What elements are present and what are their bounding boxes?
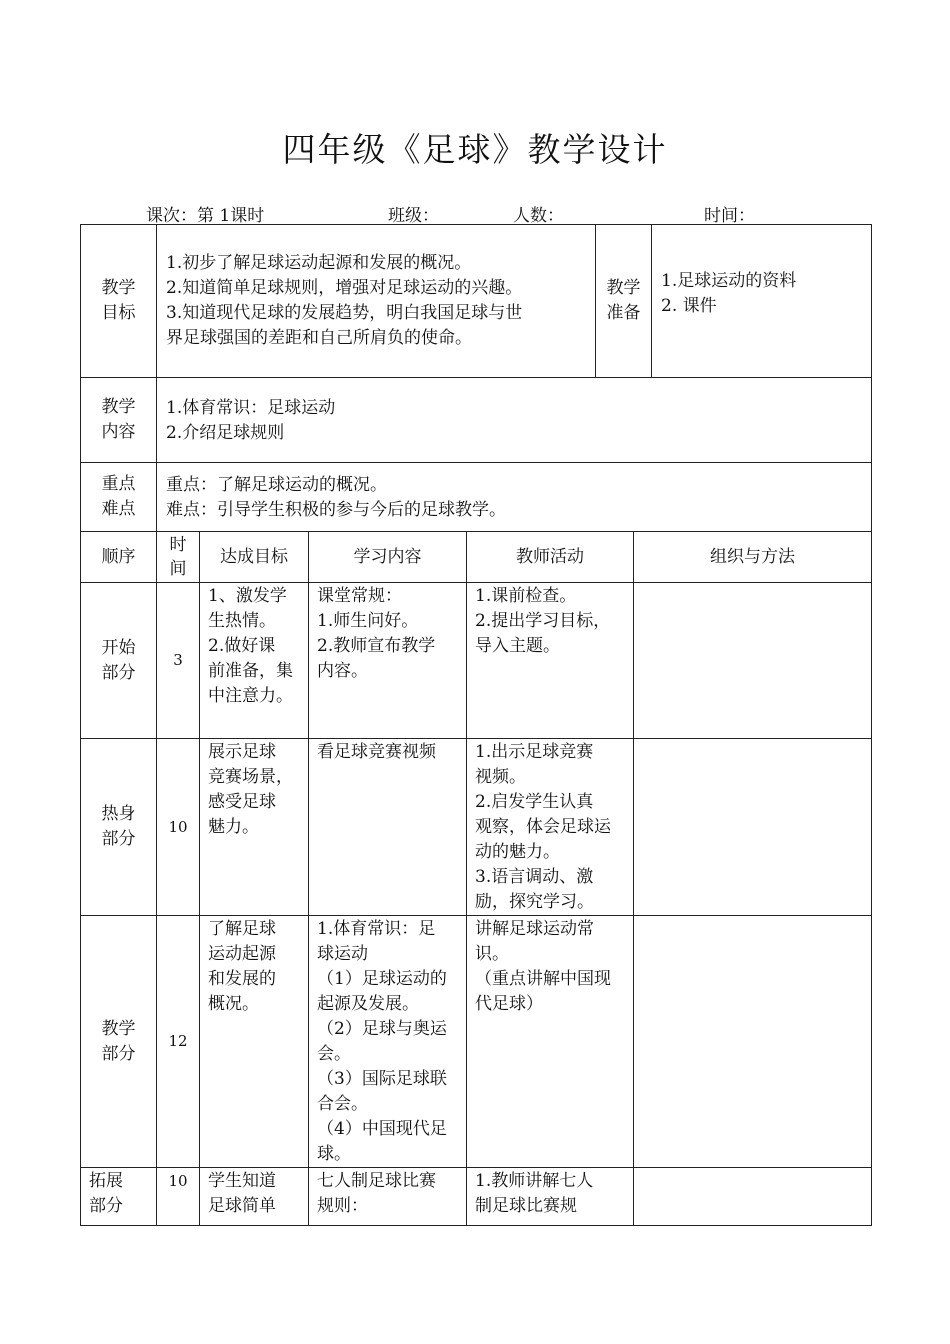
section-name: 热身 部分: [81, 739, 157, 916]
learn-cell: 课堂常规： 1.师生问好。 2.教师宣布教学 内容。: [309, 583, 467, 739]
goal-item: 1.初步了解足球运动起源和发展的概况。: [166, 253, 472, 273]
page-title: 四年级《足球》教学设计: [282, 130, 668, 169]
org-cell: [634, 739, 872, 916]
learn-cell: 1.体育常识：足 球运动 （1）足球运动的 起源及发展。 （2）足球与奥运 会。 （3）国际足球联 合会。 （4）中国现代足 球。: [309, 916, 467, 1168]
org-cell: [634, 1168, 872, 1226]
goal-item: 界足球强国的差距和自己所肩负的使命。: [166, 328, 472, 348]
goals-label: 教学 目标: [81, 225, 157, 378]
header-org: 组织与方法: [634, 532, 872, 583]
teacher-cell: 1.课前检查。 2.提出学习目标， 导入主题。: [467, 583, 634, 739]
focus-label: 重点 难点: [81, 463, 157, 532]
prep-item: 2. 课件: [661, 296, 717, 316]
teacher-cell: 1.教师讲解七人 制足球比赛规: [467, 1168, 634, 1226]
content-cell: [157, 378, 872, 463]
learn-cell: 七人制足球比赛 规则：: [309, 1168, 467, 1226]
prep-item: 1.足球运动的资料: [661, 271, 797, 291]
prep-cell: [652, 225, 872, 378]
table-row: [81, 583, 872, 739]
section-name: 开始 部分: [81, 583, 157, 739]
org-cell: [634, 583, 872, 739]
org-cell: [634, 916, 872, 1168]
section-name: 拓展 部分: [81, 1168, 157, 1226]
table-row: [81, 739, 872, 916]
goal-item: 3.知道现代足球的发展趋势，明白我国足球与世: [166, 303, 523, 323]
goal-cell: 了解足球 运动起源 和发展的 概况。: [200, 916, 309, 1168]
header-teacher: 教师活动: [467, 532, 634, 583]
time-label: 时间：: [704, 206, 755, 226]
focus-cell: [157, 463, 872, 532]
goal-cell: 展示足球 竞赛场景， 感受足球 魅力。: [200, 739, 309, 916]
teacher-cell: 讲解足球运动常 识。 （重点讲解中国现 代足球）: [467, 916, 634, 1168]
header-time: 时 间: [157, 532, 200, 583]
header-order: 顺序: [81, 532, 157, 583]
process-table: [80, 531, 872, 1226]
content-item: 2.介绍足球规则: [166, 423, 285, 443]
prep-label: 教学 准备: [596, 225, 652, 378]
content-item: 1.体育常识：足球运动: [166, 398, 336, 418]
student-count-label: 人数：: [513, 206, 564, 226]
teacher-cell: 1.出示足球竞赛 视频。 2.启发学生认真 观察，体会足球运 动的魅力。 3.语言调动、激 励，探究学习。: [467, 739, 634, 916]
learn-cell: 看足球竞赛视频: [309, 739, 467, 916]
goal-cell: 学生知道 足球简单: [200, 1168, 309, 1226]
section-minutes: 12: [157, 916, 200, 1168]
content-label: 教学 内容: [81, 378, 157, 463]
header-goal: 达成目标: [200, 532, 309, 583]
section-minutes: 10: [157, 739, 200, 916]
section-minutes: 3: [157, 583, 200, 739]
header-learn: 学习内容: [309, 532, 467, 583]
class-label: 班级：: [388, 206, 439, 226]
info-table: [80, 224, 872, 532]
table-row: [81, 916, 872, 1168]
section-minutes: 10: [157, 1168, 200, 1226]
goal-item: 2.知道简单足球规则，增强对足球运动的兴趣。: [166, 278, 523, 298]
focus-item: 重点：了解足球运动的概况。: [166, 475, 387, 495]
section-name: 教学 部分: [81, 916, 157, 1168]
table-row: [81, 1168, 872, 1226]
lesson-number: 课次：第 1课时: [146, 206, 265, 226]
focus-item: 难点：引导学生积极的参与今后的足球教学。: [166, 500, 506, 520]
goal-cell: 1、激发学 生热情。 2.做好课 前准备，集 中注意力。: [200, 583, 309, 739]
goals-cell: [157, 225, 596, 378]
